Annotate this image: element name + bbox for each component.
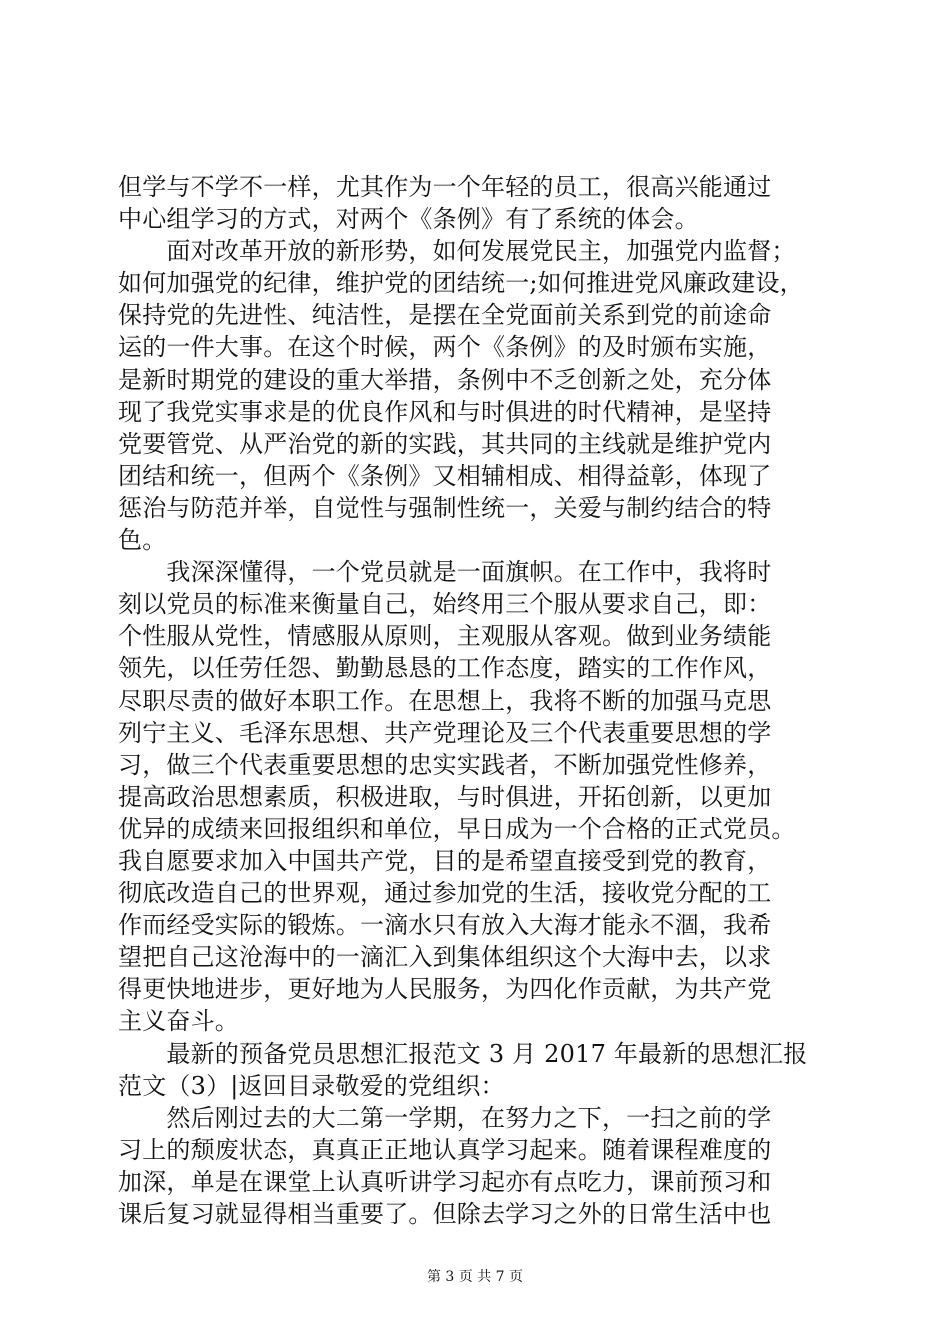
text-line: 优异的成绩来回报组织和单位，早日成为一个合格的正式党员。 xyxy=(118,814,796,843)
text-line: 彻底改造自己的世界观，通过参加党的生活，接收党分配的工 xyxy=(118,879,772,908)
text-line: 但学与不学不一样，尤其作为一个年轻的员工，很高兴能通过 xyxy=(118,173,772,201)
text-line: 是新时期党的建设的重大举措，条例中不乏创新之处，充分体 xyxy=(118,365,772,394)
text-line: 刻以党员的标准来衡量自己，始终用三个服从要求自己，即： xyxy=(118,590,772,619)
text-line: 习上的颓废状态，真真正正地认真学习起来。随着课程难度的 xyxy=(118,1135,772,1164)
text-line: 我深深懂得，一个党员就是一面旗帜。在工作中，我将时 xyxy=(118,558,772,587)
text-line: 如何加强党的纪律，维护党的团结统一;如何推进党风廉政建设， xyxy=(118,269,804,298)
text-line: 提高政治思想素质，积极进取，与时俱进，开拓创新，以更加 xyxy=(118,782,772,811)
text-line: 保持党的先进性、纯洁性，是摆在全党面前关系到党的前途命 xyxy=(118,301,772,330)
text-line: 现了我党实事求是的优良作风和与时俱进的时代精神，是坚持 xyxy=(118,397,772,426)
text-line: 党要管党、从严治党的新的实践，其共同的主线就是维护党内 xyxy=(118,429,772,458)
text-line: 运的一件大事。在这个时候，两个《条例》的及时颁布实施， xyxy=(118,333,772,362)
text-line: 作而经受实际的锻炼。一滴水只有放入大海才能永不涸，我希 xyxy=(118,911,772,940)
document-body xyxy=(118,171,838,1230)
text-line: 然后刚过去的大二第一学期，在努力之下，一扫之前的学 xyxy=(118,1103,772,1132)
text-line: 习，做三个代表重要思想的忠实实践者，不断加强党性修养， xyxy=(118,750,772,779)
text-line: 得更快地进步，更好地为人民服务，为四化作贡献，为共产党 xyxy=(118,975,772,1004)
text-line: 中心组学习的方式，对两个《条例》有了系统的体会。 xyxy=(118,205,699,234)
text-line: 课后复习就显得相当重要了。但除去学习之外的日常生活中也 xyxy=(118,1200,772,1228)
text-line: 主义奋斗。 xyxy=(118,1007,239,1036)
text-line: 望把自己这沧海中的一滴汇入到集体组织这个大海中去，以求 xyxy=(118,943,772,972)
text-line: 尽职尽责的做好本职工作。在思想上，我将不断的加强马克思 xyxy=(118,686,772,715)
text-line: 列宁主义、毛泽东思想、共产党理论及三个代表重要思想的学 xyxy=(118,718,772,747)
text-line: 色。 xyxy=(118,526,167,555)
text-line: 范文（3）|返回目录敬爱的党组织： xyxy=(118,1071,505,1100)
text-line: 最新的预备党员思想汇报范文 3 月 2017 年最新的思想汇报 xyxy=(118,1039,808,1068)
text-line: 面对改革开放的新形势，如何发展党民主，加强党内监督； xyxy=(118,237,796,266)
text-line: 个性服从党性，情感服从原则，主观服从客观。做到业务绩能 xyxy=(118,622,772,651)
text-line: 团结和统一，但两个《条例》又相辅相成、相得益彰，体现了 xyxy=(118,461,772,490)
text-line: 惩治与防范并举，自觉性与强制性统一，关爱与制约结合的特 xyxy=(118,493,772,522)
page-footer: 第 3 页 共 7 页 xyxy=(426,1269,524,1285)
text-line: 我自愿要求加入中国共产党，目的是希望直接受到党的教育， xyxy=(118,846,772,875)
text-line: 领先，以任劳任怨、勤勤恳恳的工作态度，踏实的工作作风， xyxy=(118,654,772,683)
text-line: 加深，单是在课堂上认真听讲学习起亦有点吃力，课前预习和 xyxy=(118,1167,772,1196)
